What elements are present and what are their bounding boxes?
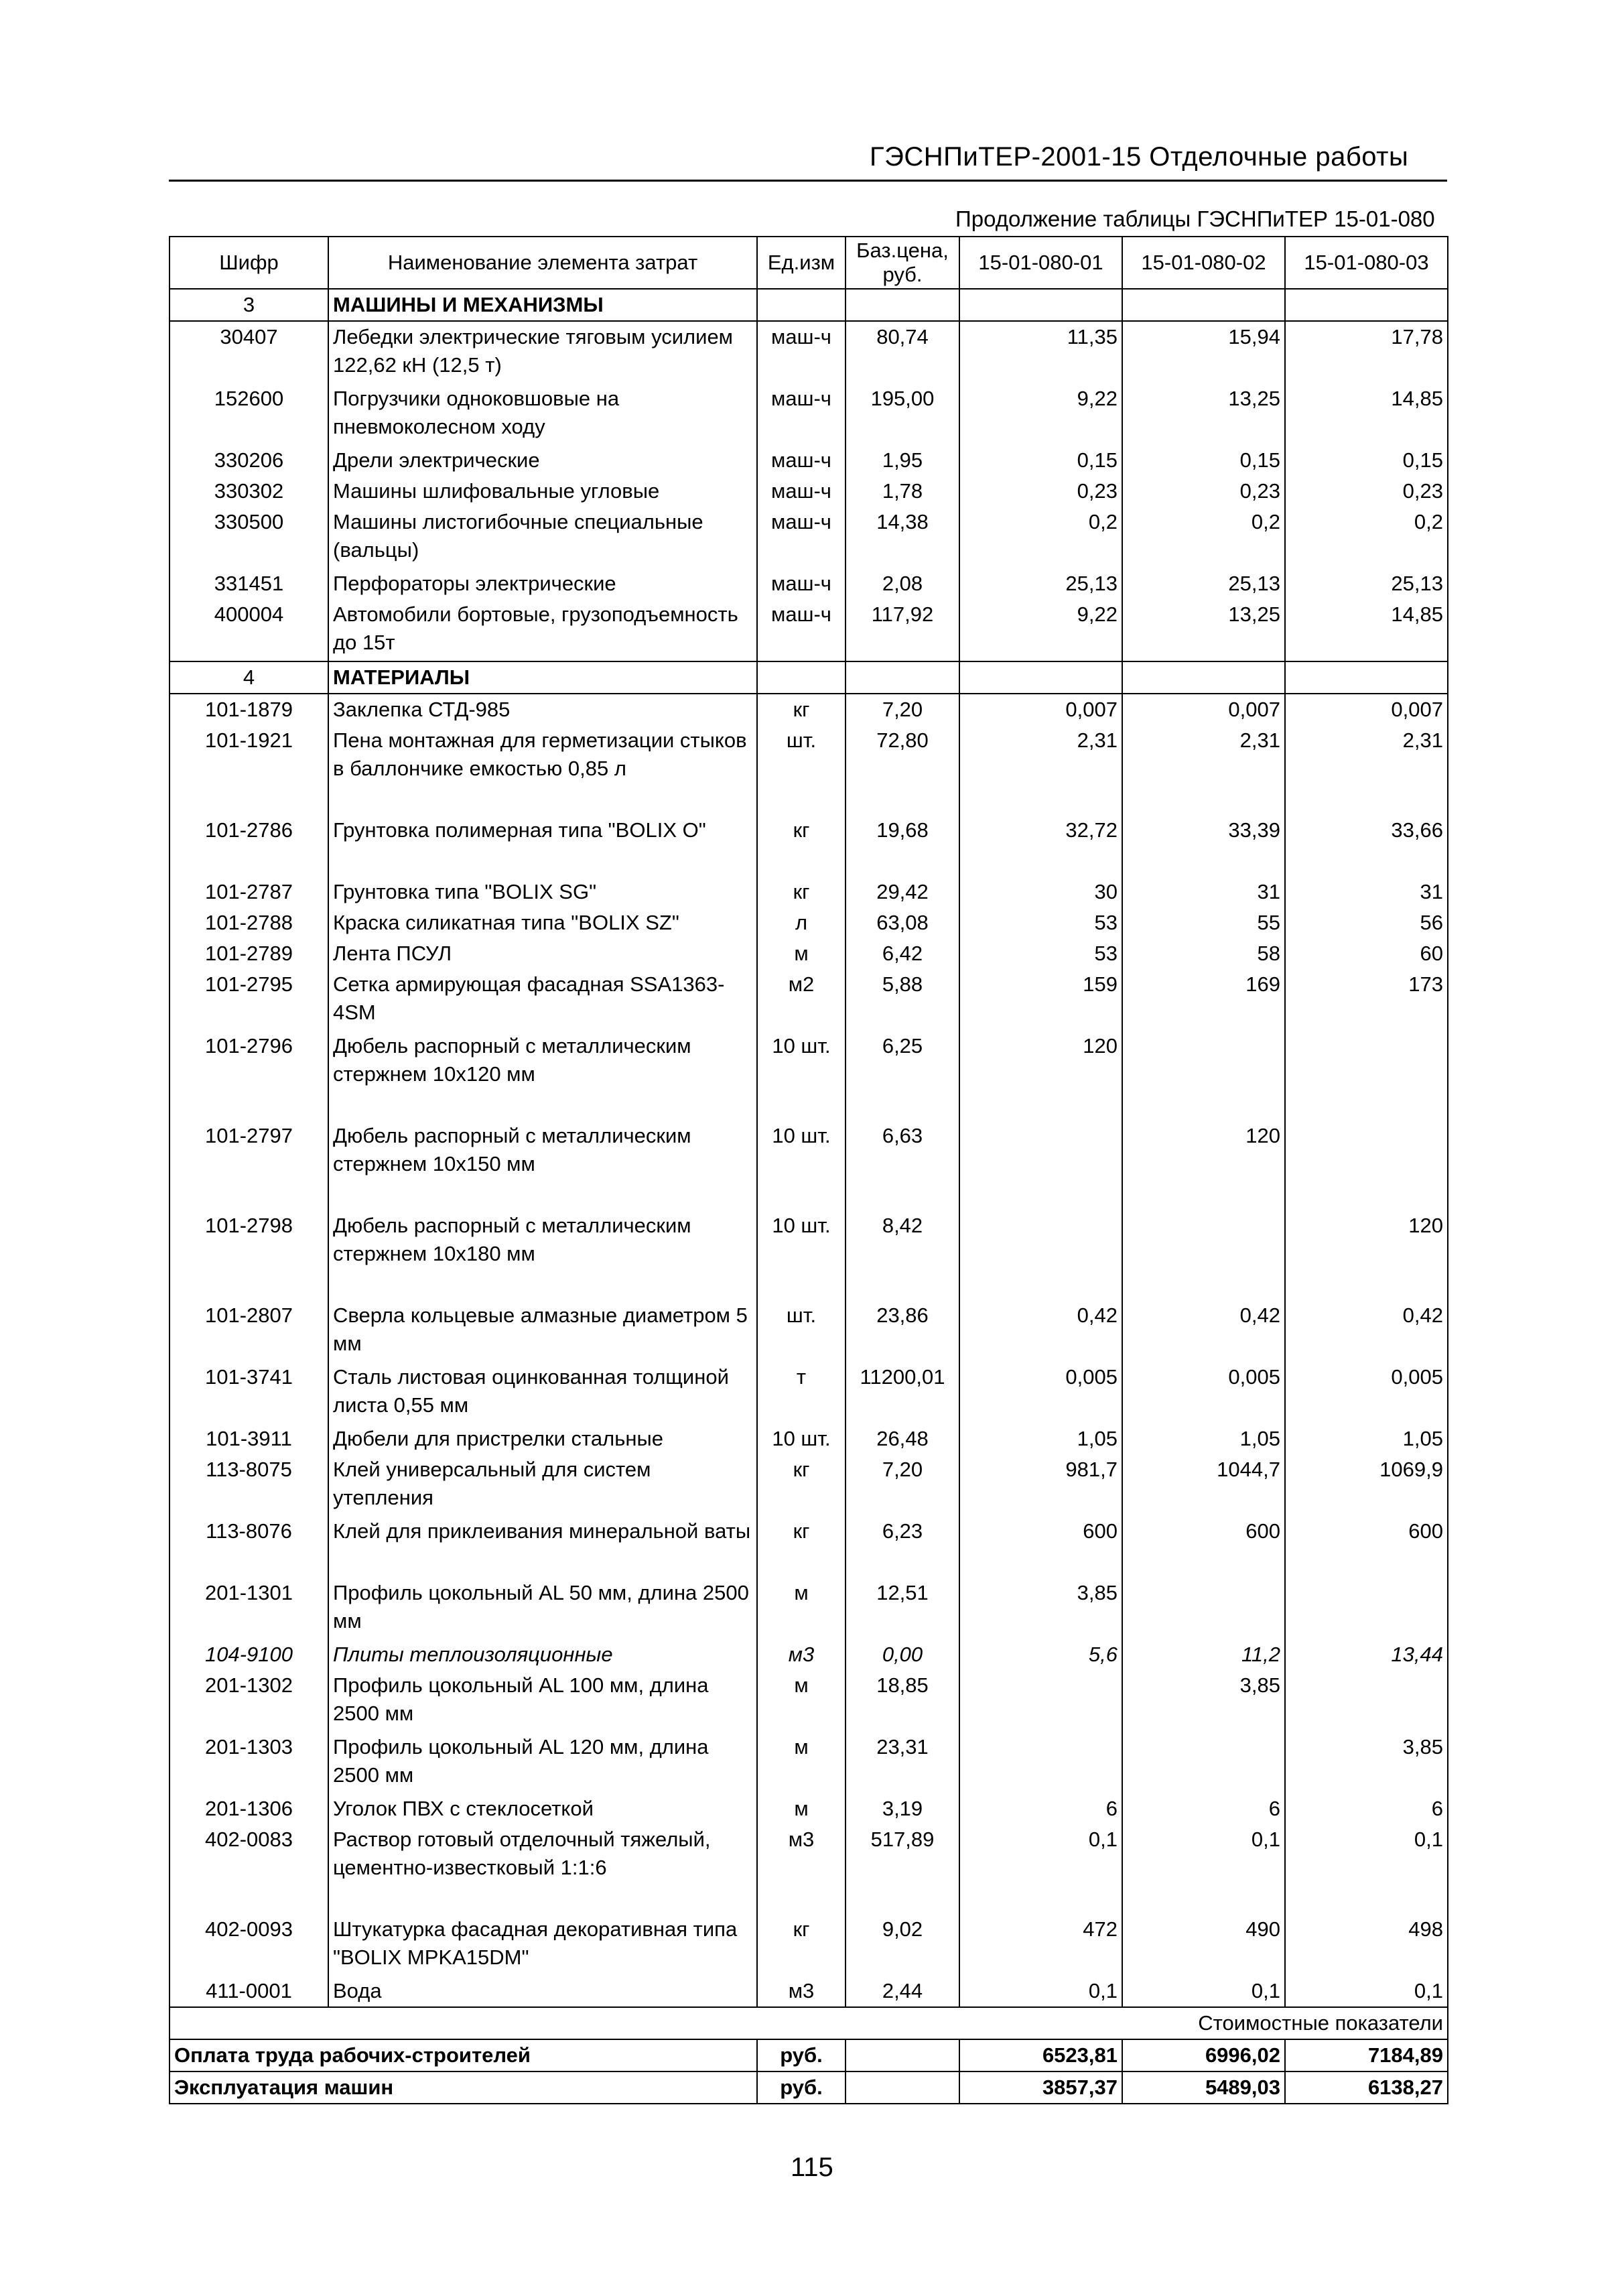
row-v2 bbox=[1122, 1732, 1285, 1793]
row-name: Профиль цокольный AL 120 мм, длина 2500 мм bbox=[328, 1732, 757, 1793]
row-name: Клей для приклеивания минеральной ваты bbox=[328, 1516, 757, 1578]
col-header-v1: 15-01-080-01 bbox=[959, 237, 1122, 289]
row-price: 8,42 bbox=[846, 1210, 959, 1300]
row-price: 6,23 bbox=[846, 1516, 959, 1578]
table-row bbox=[170, 1300, 1448, 1362]
row-code: 101-2798 bbox=[170, 1210, 328, 1300]
row-name: Грунтовка полимерная типа "BOLIX O" bbox=[328, 815, 757, 877]
row-code: 201-1301 bbox=[170, 1578, 328, 1639]
row-name: Профиль цокольный AL 100 мм, длина 2500 мм bbox=[328, 1670, 757, 1732]
row-v1: 32,72 bbox=[959, 815, 1122, 877]
row-code: 402-0083 bbox=[170, 1824, 328, 1914]
row-v1: 25,13 bbox=[959, 568, 1122, 599]
row-v3: 14,85 bbox=[1285, 383, 1448, 445]
row-price: 3,19 bbox=[846, 1793, 959, 1824]
row-v2: 58 bbox=[1122, 938, 1285, 969]
row-v1 bbox=[959, 1121, 1122, 1210]
row-code: 402-0093 bbox=[170, 1914, 328, 1976]
row-v3: 0,1 bbox=[1285, 1976, 1448, 2007]
row-price: 23,31 bbox=[846, 1732, 959, 1793]
table-row bbox=[170, 445, 1448, 476]
row-name: Дюбели для пристрелки стальные bbox=[328, 1423, 757, 1454]
row-v2 bbox=[1122, 1210, 1285, 1300]
row-price: 6,25 bbox=[846, 1031, 959, 1121]
row-v2: 0,005 bbox=[1122, 1362, 1285, 1423]
row-unit: маш-ч bbox=[757, 507, 846, 568]
row-unit: м bbox=[757, 1793, 846, 1824]
table-row bbox=[170, 1732, 1448, 1793]
row-unit: м3 bbox=[757, 1976, 846, 2007]
col-header-v3: 15-01-080-03 bbox=[1285, 237, 1448, 289]
table-row bbox=[170, 1121, 1448, 1210]
row-v3: 173 bbox=[1285, 969, 1448, 1031]
row-code: 101-3741 bbox=[170, 1362, 328, 1423]
row-v1: 5,6 bbox=[959, 1639, 1122, 1670]
table-row bbox=[170, 1793, 1448, 1824]
row-name: Лента ПСУЛ bbox=[328, 938, 757, 969]
row-v1: 159 bbox=[959, 969, 1122, 1031]
row-v1 bbox=[959, 1670, 1122, 1732]
row-unit: маш-ч bbox=[757, 445, 846, 476]
table-row bbox=[170, 694, 1448, 725]
row-unit: 10 шт. bbox=[757, 1031, 846, 1121]
row-v2: 6 bbox=[1122, 1793, 1285, 1824]
table-row bbox=[170, 969, 1448, 1031]
section-row bbox=[170, 661, 1448, 694]
section-title: МАТЕРИАЛЫ bbox=[328, 661, 757, 694]
page-number: 115 bbox=[791, 2153, 833, 2182]
section-row bbox=[170, 289, 1448, 321]
table-row bbox=[170, 476, 1448, 507]
row-v2: 0,23 bbox=[1122, 476, 1285, 507]
row-v2: 0,15 bbox=[1122, 445, 1285, 476]
col-header-v2: 15-01-080-02 bbox=[1122, 237, 1285, 289]
row-v3: 14,85 bbox=[1285, 599, 1448, 661]
row-price: 1,78 bbox=[846, 476, 959, 507]
row-v1: 9,22 bbox=[959, 383, 1122, 445]
row-v2: 25,13 bbox=[1122, 568, 1285, 599]
row-v3: 25,13 bbox=[1285, 568, 1448, 599]
row-v3: 33,66 bbox=[1285, 815, 1448, 877]
row-unit: м bbox=[757, 1732, 846, 1793]
table-row bbox=[170, 321, 1448, 383]
row-v2: 33,39 bbox=[1122, 815, 1285, 877]
row-v1: 120 bbox=[959, 1031, 1122, 1121]
row-v3: 120 bbox=[1285, 1210, 1448, 1300]
row-name: Грунтовка типа "BOLIX SG" bbox=[328, 877, 757, 907]
row-name: Пена монтажная для герметизации стыков в баллончике емкостью 0,85 л bbox=[328, 725, 757, 815]
row-v2: 1044,7 bbox=[1122, 1454, 1285, 1516]
row-price: 195,00 bbox=[846, 383, 959, 445]
row-unit: маш-ч bbox=[757, 321, 846, 383]
table-row bbox=[170, 1914, 1448, 1976]
table-row bbox=[170, 1423, 1448, 1454]
row-v3: 3,85 bbox=[1285, 1732, 1448, 1793]
summary-v2: 6996,02 bbox=[1122, 2039, 1285, 2071]
row-price: 63,08 bbox=[846, 907, 959, 938]
row-v2 bbox=[1122, 1578, 1285, 1639]
row-v3: 31 bbox=[1285, 877, 1448, 907]
row-unit: м3 bbox=[757, 1824, 846, 1914]
row-unit: м3 bbox=[757, 1639, 846, 1670]
summary-unit: руб. bbox=[757, 2071, 846, 2104]
row-unit: 10 шт. bbox=[757, 1423, 846, 1454]
row-price: 29,42 bbox=[846, 877, 959, 907]
row-price: 11200,01 bbox=[846, 1362, 959, 1423]
row-v2: 15,94 bbox=[1122, 321, 1285, 383]
row-v1: 53 bbox=[959, 938, 1122, 969]
row-unit: маш-ч bbox=[757, 476, 846, 507]
table-row bbox=[170, 1639, 1448, 1670]
row-price: 23,86 bbox=[846, 1300, 959, 1362]
summary-v1: 3857,37 bbox=[959, 2071, 1122, 2104]
row-name: Автомобили бортовые, грузоподъемность до 15т bbox=[328, 599, 757, 661]
row-price: 6,63 bbox=[846, 1121, 959, 1210]
row-v1: 0,2 bbox=[959, 507, 1122, 568]
row-code: 101-1921 bbox=[170, 725, 328, 815]
row-v1: 6 bbox=[959, 1793, 1122, 1824]
row-unit: 10 шт. bbox=[757, 1210, 846, 1300]
row-v2: 13,25 bbox=[1122, 599, 1285, 661]
row-code: 101-3911 bbox=[170, 1423, 328, 1454]
row-name: Дюбель распорный с металлическим стержнем 10х180 мм bbox=[328, 1210, 757, 1300]
row-code: 101-2796 bbox=[170, 1031, 328, 1121]
row-unit: маш-ч bbox=[757, 383, 846, 445]
row-v2: 11,2 bbox=[1122, 1639, 1285, 1670]
table-row bbox=[170, 725, 1448, 815]
row-v3: 56 bbox=[1285, 907, 1448, 938]
row-name: Дрели электрические bbox=[328, 445, 757, 476]
row-code: 101-2787 bbox=[170, 877, 328, 907]
row-unit: м bbox=[757, 1578, 846, 1639]
table-row bbox=[170, 599, 1448, 661]
row-name: Сталь листовая оцинкованная толщиной листа 0,55 мм bbox=[328, 1362, 757, 1423]
col-header-name: Наименование элемента затрат bbox=[328, 237, 757, 289]
row-name: Вода bbox=[328, 1976, 757, 2007]
table-row bbox=[170, 1516, 1448, 1578]
row-code: 104-9100 bbox=[170, 1639, 328, 1670]
row-price: 12,51 bbox=[846, 1578, 959, 1639]
row-code: 330302 bbox=[170, 476, 328, 507]
row-price: 19,68 bbox=[846, 815, 959, 877]
row-unit: маш-ч bbox=[757, 568, 846, 599]
row-price: 117,92 bbox=[846, 599, 959, 661]
row-name: Машины шлифовальные угловые bbox=[328, 476, 757, 507]
col-header-code: Шифр bbox=[170, 237, 328, 289]
row-v1: 30 bbox=[959, 877, 1122, 907]
row-name: Штукатурка фасадная декоративная типа "BOLIX MPKA15DM" bbox=[328, 1914, 757, 1976]
row-v2: 31 bbox=[1122, 877, 1285, 907]
row-v2: 490 bbox=[1122, 1914, 1285, 1976]
row-v2: 55 bbox=[1122, 907, 1285, 938]
row-name: Машины листогибочные специальные (вальцы) bbox=[328, 507, 757, 568]
table-row bbox=[170, 1824, 1448, 1914]
row-name: Профиль цокольный AL 50 мм, длина 2500 мм bbox=[328, 1578, 757, 1639]
row-code: 331451 bbox=[170, 568, 328, 599]
table-row bbox=[170, 507, 1448, 568]
row-v1: 0,005 bbox=[959, 1362, 1122, 1423]
row-code: 101-2797 bbox=[170, 1121, 328, 1210]
row-price: 0,00 bbox=[846, 1639, 959, 1670]
row-name: Заклепка СТД-985 bbox=[328, 694, 757, 725]
row-v3: 6 bbox=[1285, 1793, 1448, 1824]
table-row bbox=[170, 1578, 1448, 1639]
table-row bbox=[170, 907, 1448, 938]
row-v1: 11,35 bbox=[959, 321, 1122, 383]
row-name: Сверла кольцевые алмазные диаметром 5 мм bbox=[328, 1300, 757, 1362]
row-code: 400004 bbox=[170, 599, 328, 661]
row-v3: 0,42 bbox=[1285, 1300, 1448, 1362]
table-continuation-label: Продолжение таблицы ГЭСНПиТЕР 15-01-080 bbox=[955, 206, 1435, 231]
header-rule bbox=[169, 180, 1447, 182]
summary-v1: 6523,81 bbox=[959, 2039, 1122, 2071]
row-v3: 2,31 bbox=[1285, 725, 1448, 815]
row-v2 bbox=[1122, 1031, 1285, 1121]
row-v3: 60 bbox=[1285, 938, 1448, 969]
row-v2: 0,007 bbox=[1122, 694, 1285, 725]
row-v3: 1,05 bbox=[1285, 1423, 1448, 1454]
table-row bbox=[170, 383, 1448, 445]
row-v2: 2,31 bbox=[1122, 725, 1285, 815]
row-v3: 498 bbox=[1285, 1914, 1448, 1976]
row-name: Краска силикатная типа "BOLIX SZ" bbox=[328, 907, 757, 938]
row-v3: 0,007 bbox=[1285, 694, 1448, 725]
table-row bbox=[170, 1031, 1448, 1121]
row-v3: 17,78 bbox=[1285, 321, 1448, 383]
table-row bbox=[170, 1976, 1448, 2007]
row-price: 2,44 bbox=[846, 1976, 959, 2007]
row-v1: 472 bbox=[959, 1914, 1122, 1976]
row-unit: 10 шт. bbox=[757, 1121, 846, 1210]
row-price: 517,89 bbox=[846, 1824, 959, 1914]
row-v3: 0,23 bbox=[1285, 476, 1448, 507]
row-name: Уголок ПВХ с стеклосеткой bbox=[328, 1793, 757, 1824]
table-row bbox=[170, 1362, 1448, 1423]
row-unit: м bbox=[757, 1670, 846, 1732]
row-v1 bbox=[959, 1210, 1122, 1300]
row-v1: 53 bbox=[959, 907, 1122, 938]
row-code: 152600 bbox=[170, 383, 328, 445]
table-row bbox=[170, 1670, 1448, 1732]
table-row bbox=[170, 877, 1448, 907]
row-v1: 0,15 bbox=[959, 445, 1122, 476]
row-name: Раствор готовый отделочный тяжелый, цементно-известковый 1:1:6 bbox=[328, 1824, 757, 1914]
row-code: 30407 bbox=[170, 321, 328, 383]
row-v2: 0,42 bbox=[1122, 1300, 1285, 1362]
row-code: 101-2789 bbox=[170, 938, 328, 969]
row-v2: 0,1 bbox=[1122, 1824, 1285, 1914]
row-price: 1,95 bbox=[846, 445, 959, 476]
row-unit: кг bbox=[757, 877, 846, 907]
row-v3: 0,15 bbox=[1285, 445, 1448, 476]
row-code: 113-8076 bbox=[170, 1516, 328, 1578]
row-name: Сетка армирующая фасадная SSA1363-4SM bbox=[328, 969, 757, 1031]
summary-v3: 6138,27 bbox=[1285, 2071, 1448, 2104]
row-v1: 981,7 bbox=[959, 1454, 1122, 1516]
row-price: 2,08 bbox=[846, 568, 959, 599]
row-price: 80,74 bbox=[846, 321, 959, 383]
row-unit: м2 bbox=[757, 969, 846, 1031]
row-v3 bbox=[1285, 1031, 1448, 1121]
summary-v3: 7184,89 bbox=[1285, 2039, 1448, 2071]
row-v1: 1,05 bbox=[959, 1423, 1122, 1454]
row-code: 101-2786 bbox=[170, 815, 328, 877]
row-unit: маш-ч bbox=[757, 599, 846, 661]
row-v3 bbox=[1285, 1121, 1448, 1210]
row-price: 18,85 bbox=[846, 1670, 959, 1732]
row-v1: 9,22 bbox=[959, 599, 1122, 661]
row-code: 411-0001 bbox=[170, 1976, 328, 2007]
row-price: 72,80 bbox=[846, 725, 959, 815]
row-v3: 1069,9 bbox=[1285, 1454, 1448, 1516]
row-v2: 120 bbox=[1122, 1121, 1285, 1210]
row-v2: 0,2 bbox=[1122, 507, 1285, 568]
row-unit: шт. bbox=[757, 725, 846, 815]
row-v1: 0,23 bbox=[959, 476, 1122, 507]
section-title: МАШИНЫ И МЕХАНИЗМЫ bbox=[328, 289, 757, 321]
row-v1: 0,1 bbox=[959, 1824, 1122, 1914]
row-v1: 600 bbox=[959, 1516, 1122, 1578]
row-code: 201-1303 bbox=[170, 1732, 328, 1793]
row-name: Клей универсальный для систем утепления bbox=[328, 1454, 757, 1516]
row-name: Лебедки электрические тяговым усилием 122,62 кН (12,5 т) bbox=[328, 321, 757, 383]
row-v1: 2,31 bbox=[959, 725, 1122, 815]
row-v1 bbox=[959, 1732, 1122, 1793]
cost-header: Стоимостные показатели bbox=[170, 2007, 1448, 2039]
row-name: Перфораторы электрические bbox=[328, 568, 757, 599]
row-v3 bbox=[1285, 1578, 1448, 1639]
row-unit: кг bbox=[757, 694, 846, 725]
summary-v2: 5489,03 bbox=[1122, 2071, 1285, 2104]
summary-unit: руб. bbox=[757, 2039, 846, 2071]
row-code: 101-1879 bbox=[170, 694, 328, 725]
row-v1: 0,007 bbox=[959, 694, 1122, 725]
row-name: Дюбель распорный с металлическим стержнем 10х120 мм bbox=[328, 1031, 757, 1121]
row-v1: 0,42 bbox=[959, 1300, 1122, 1362]
cost-header-row bbox=[170, 2007, 1448, 2039]
row-v1: 0,1 bbox=[959, 1976, 1122, 2007]
table-row bbox=[170, 815, 1448, 877]
resource-table bbox=[169, 236, 1448, 2104]
row-unit: кг bbox=[757, 1516, 846, 1578]
row-code: 113-8075 bbox=[170, 1454, 328, 1516]
row-v1: 3,85 bbox=[959, 1578, 1122, 1639]
row-code: 330500 bbox=[170, 507, 328, 568]
row-v2: 1,05 bbox=[1122, 1423, 1285, 1454]
summary-row bbox=[170, 2071, 1448, 2104]
row-v3 bbox=[1285, 1670, 1448, 1732]
row-price: 9,02 bbox=[846, 1914, 959, 1976]
row-v2: 169 bbox=[1122, 969, 1285, 1031]
row-unit: т bbox=[757, 1362, 846, 1423]
row-code: 330206 bbox=[170, 445, 328, 476]
row-v2: 600 bbox=[1122, 1516, 1285, 1578]
row-name: Плиты теплоизоляционные bbox=[328, 1639, 757, 1670]
summary-row bbox=[170, 2039, 1448, 2071]
row-code: 201-1302 bbox=[170, 1670, 328, 1732]
row-unit: шт. bbox=[757, 1300, 846, 1362]
row-v3: 0,1 bbox=[1285, 1824, 1448, 1914]
row-unit: кг bbox=[757, 1914, 846, 1976]
row-unit: м bbox=[757, 938, 846, 969]
row-name: Погрузчики одноковшовые на пневмоколесном ходу bbox=[328, 383, 757, 445]
row-v3: 0,005 bbox=[1285, 1362, 1448, 1423]
row-price: 7,20 bbox=[846, 694, 959, 725]
row-code: 101-2807 bbox=[170, 1300, 328, 1362]
page-header-title: ГЭСНПиТЕР-2001-15 Отделочные работы bbox=[870, 142, 1409, 172]
section-code: 3 bbox=[170, 289, 328, 321]
summary-label: Эксплуатация машин bbox=[170, 2071, 757, 2104]
row-price: 5,88 bbox=[846, 969, 959, 1031]
table-row bbox=[170, 938, 1448, 969]
row-price: 7,20 bbox=[846, 1454, 959, 1516]
row-v2: 13,25 bbox=[1122, 383, 1285, 445]
table-row bbox=[170, 568, 1448, 599]
row-unit: кг bbox=[757, 815, 846, 877]
col-header-price: Баз.цена, руб. bbox=[846, 237, 959, 289]
row-price: 26,48 bbox=[846, 1423, 959, 1454]
row-v2: 0,1 bbox=[1122, 1976, 1285, 2007]
row-unit: л bbox=[757, 907, 846, 938]
col-header-unit: Ед.изм bbox=[757, 237, 846, 289]
section-code: 4 bbox=[170, 661, 328, 694]
row-v3: 600 bbox=[1285, 1516, 1448, 1578]
row-code: 101-2788 bbox=[170, 907, 328, 938]
row-price: 6,42 bbox=[846, 938, 959, 969]
summary-label: Оплата труда рабочих-строителей bbox=[170, 2039, 757, 2071]
row-name: Дюбель распорный с металлическим стержнем 10х150 мм bbox=[328, 1121, 757, 1210]
row-code: 101-2795 bbox=[170, 969, 328, 1031]
row-price: 14,38 bbox=[846, 507, 959, 568]
table-header-row bbox=[170, 237, 1448, 289]
table-row bbox=[170, 1454, 1448, 1516]
row-code: 201-1306 bbox=[170, 1793, 328, 1824]
row-unit: кг bbox=[757, 1454, 846, 1516]
row-v2: 3,85 bbox=[1122, 1670, 1285, 1732]
row-v3: 13,44 bbox=[1285, 1639, 1448, 1670]
table-row bbox=[170, 1210, 1448, 1300]
row-v3: 0,2 bbox=[1285, 507, 1448, 568]
